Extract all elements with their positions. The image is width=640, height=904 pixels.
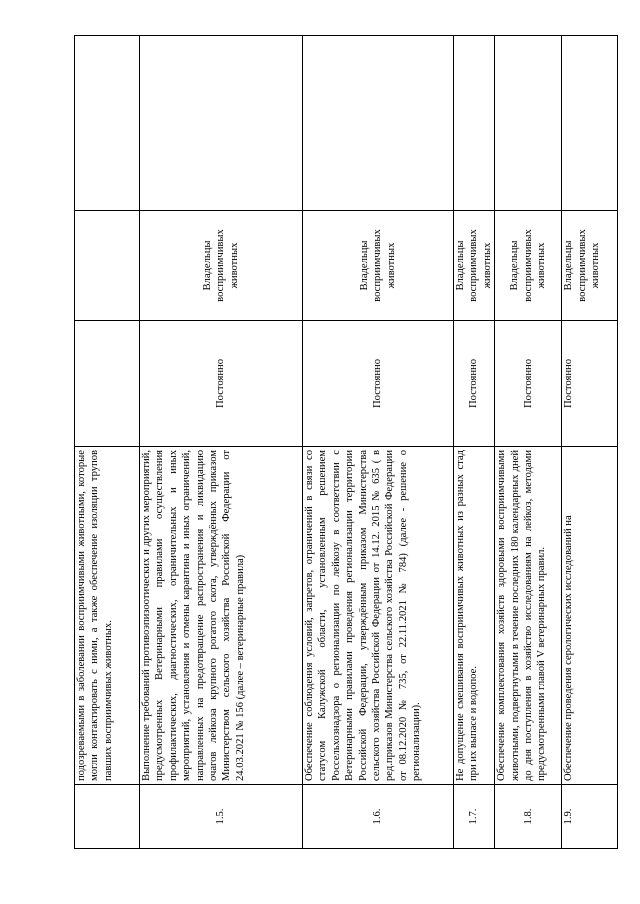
- period-cell: Постоянно: [562, 321, 618, 447]
- table-row: [495, 36, 562, 849]
- measure-text: Обеспечение соблюдения условий, запретов, ограничений в связи со статусом Калужской области, установленным решением Россельхознадзора о регионализации по лейкозу в соответствии с Ветеринарными правилами проведения регионализации территории Российской Федерации, утверждённым приказом Министерства сельского хозяйства Российской Федерации от 14.12. 2015 № 635 ( в ред.приказов Министерства сельского хозяйства Российской Федерации от 08.12.2020 № 735, от 22.11.2021 № 784) (далее - решение о регионализации).: [303, 447, 454, 785]
- responsible-cell: Владельцы восприимчивых животных: [495, 211, 562, 321]
- measures-table: [74, 35, 618, 849]
- period-cell: Постоянно: [140, 321, 303, 447]
- row-number: 1.6.: [303, 785, 454, 849]
- measure-text: Обеспечение проведения серологических исследований на: [562, 447, 618, 785]
- row-number: 1.8.: [495, 785, 562, 849]
- responsible-cell: [75, 211, 140, 321]
- table-row: [303, 36, 454, 849]
- responsible-cell: Владельцы восприимчивых животных: [454, 211, 495, 321]
- measure-text: Выполнение требований противоэпизоотических и других мероприятий, предусмотренных Ветеринарными правилами осуществления профилактических, диагностических, ограничительных и иных мероприятий, установления и отмены карантина и иных ограничений, направленных на предотвращение распространения и ликвидацию очагов лейкоза крупного рогатого скота, утверждённых приказом Министерством сельского хозяйства Российской Федерации от 24.03.2021 № 156 (далее – ветеринарные правила): [140, 447, 303, 785]
- period-cell: Постоянно: [495, 321, 562, 447]
- table-row: [562, 36, 618, 849]
- measure-text: Не допущение смешивания восприимчивых животных из разных стад при их выпасе и водопое.: [454, 447, 495, 785]
- rotated-table-container: [74, 36, 612, 849]
- measure-text: Обеспечение комплектования хозяйств здоровыми восприимчивыми животными, подвергнутыми в течение последних 180 календарных дней до дня поступления в хозяйство исследованиям на лейкоз, методами предусмотренными главой V ветеринарных правил.: [495, 447, 562, 785]
- note-cell: [562, 36, 618, 211]
- note-cell: [75, 36, 140, 211]
- responsible-cell: Владельцы восприимчивых животных: [140, 211, 303, 321]
- note-cell: [303, 36, 454, 211]
- measure-text: подозреваемыми в заболевании восприимчивыми животными, которые могли контактировать с ними, а также обеспечение изоляции трупов павших восприимчивых животных.: [75, 447, 140, 785]
- table-row: [75, 36, 140, 849]
- note-cell: [454, 36, 495, 211]
- row-number: 1.5.: [140, 785, 303, 849]
- period-cell: Постоянно: [454, 321, 495, 447]
- period-cell: [75, 321, 140, 447]
- row-number: 1.9.: [562, 785, 618, 849]
- row-number: [75, 785, 140, 849]
- table-row: [140, 36, 303, 849]
- note-cell: [495, 36, 562, 211]
- responsible-cell: Владельцы восприимчивых животных: [303, 211, 454, 321]
- period-cell: Постоянно: [303, 321, 454, 447]
- row-number: 1.7.: [454, 785, 495, 849]
- responsible-cell: Владельцы восприимчивых животных: [562, 211, 618, 321]
- note-cell: [140, 36, 303, 211]
- table-row: [454, 36, 495, 849]
